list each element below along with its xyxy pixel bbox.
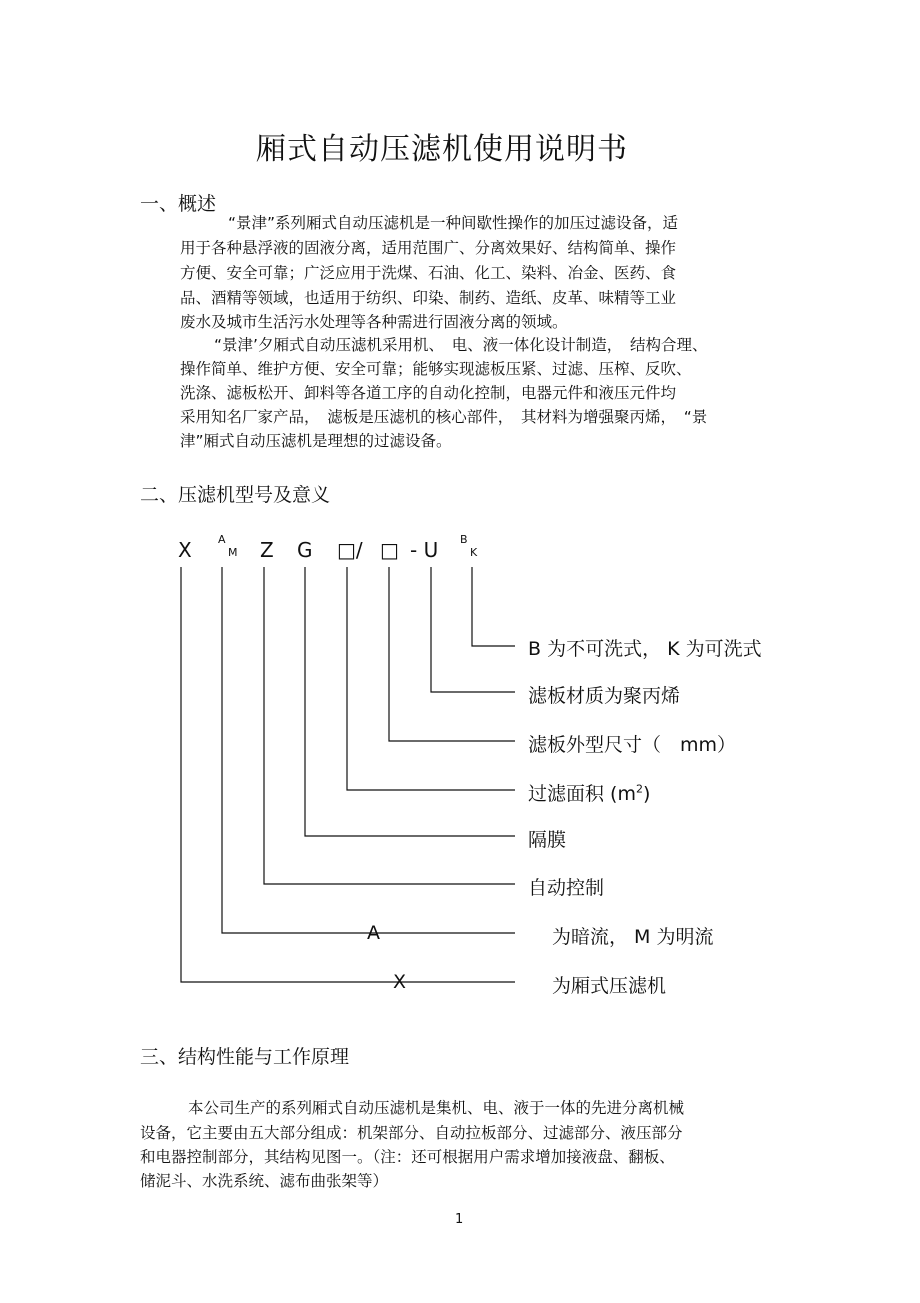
label-a-letter: A — [367, 922, 380, 944]
code-m-sub: M — [228, 546, 238, 559]
label-bk: B 为不可洗式， K 为可洗式 — [528, 638, 762, 660]
paragraph-line: “景津’夕厢式自动压滤机采用机、 电、液一体化设计制造， 结构合理、 — [214, 336, 708, 354]
paragraph-line: 废水及城市生活污水处理等各种需进行固液分离的领域。 — [180, 313, 568, 331]
section-2-heading: 二、压滤机型号及意义 — [140, 484, 331, 506]
code-k-sub: K — [470, 546, 478, 559]
label-area-close: ) — [642, 783, 651, 805]
page-title: 厢式自动压滤机使用说明书 — [256, 132, 628, 167]
code-a-sup: A — [218, 533, 226, 546]
code-box-area: □/ — [337, 538, 363, 562]
bk-connector — [472, 567, 515, 646]
code-b-sup: B — [460, 533, 468, 546]
am-connector — [222, 567, 515, 933]
paragraph-line: 设备，它主要由五大部分组成：机架部分、自动拉板部分、过滤部分、液压部分 — [140, 1124, 683, 1142]
section-1-heading: 一、概述 — [140, 193, 217, 215]
code-box-size: □ — [380, 538, 399, 562]
code-x: X — [178, 538, 192, 562]
label-z: 自动控制 — [528, 877, 605, 899]
label-area-sup: 2 — [635, 782, 643, 796]
label-area-text: 过滤面积 (m — [528, 783, 636, 805]
label-g: 隔膜 — [528, 829, 567, 851]
paragraph-line: 方便、安全可靠；广泛应用于洗煤、石油、化工、染料、冶金、医药、食 — [180, 264, 677, 282]
paragraph-line: 津”厢式自动压滤机是理想的过滤设备。 — [180, 432, 452, 450]
paragraph-line: 洗涤、滤板松开、卸料等各道工序的自动化控制，电器元件和液压元件均 — [180, 384, 677, 402]
x-connector — [181, 567, 515, 982]
size-connector — [389, 567, 515, 741]
label-size: 滤板外型尺寸（ mm） — [528, 734, 737, 756]
g-connector — [305, 567, 515, 836]
paragraph-line: 用于各种悬浮液的固液分离，适用范围广、分离效果好、结构简单、操作 — [180, 239, 677, 257]
code-g: G — [297, 538, 313, 562]
code-z: Z — [260, 538, 274, 562]
page-number: 1 — [455, 1212, 464, 1227]
section-3-heading: 三、结构性能与工作原理 — [140, 1046, 350, 1068]
paragraph-line: 本公司生产的系列厢式自动压滤机是集机、电、液于一体的先进分离机械 — [188, 1099, 685, 1117]
label-u: 滤板材质为聚丙烯 — [528, 685, 681, 707]
paragraph-line: 和电器控制部分，其结构见图一。（注：还可根据用户需求增加接液盘、翻板、 — [140, 1148, 675, 1166]
paragraph-line: “景津”系列厢式自动压滤机是一种间歇性操作的加压过滤设备，适 — [228, 214, 679, 232]
paragraph-line: 操作简单、维护方便、安全可靠；能够实现滤板压紧、过滤、压榨、反吹、 — [180, 360, 692, 378]
paragraph-line: 采用知名厂家产品， 滤板是压滤机的核心部件， 其材料为增强聚丙烯， “景 — [180, 408, 708, 426]
paragraph-line: 品、酒精等领域，也适用于纺织、印染、制药、造纸、皮革、味精等工业 — [180, 289, 677, 307]
label-x-letter: X — [393, 971, 407, 993]
code-u: - U — [410, 538, 439, 562]
label-area — [528, 779, 650, 806]
label-am: 为暗流， M 为明流 — [552, 926, 714, 948]
u-connector — [431, 567, 515, 692]
paragraph-line: 储泥斗、水洗系统、滤布曲张架等） — [140, 1172, 389, 1190]
label-x: 为厢式压滤机 — [552, 975, 667, 997]
